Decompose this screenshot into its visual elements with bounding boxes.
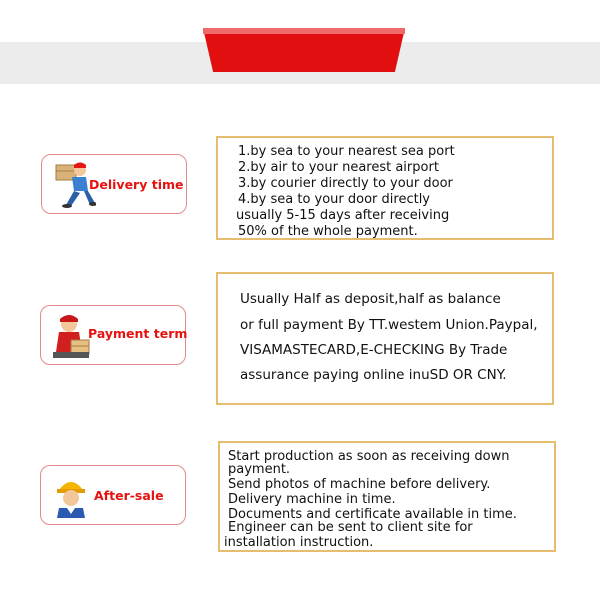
after-sale-label: After-sale [94, 488, 164, 503]
payment-line-4: assurance paying online inuSD OR CNY. [240, 367, 507, 383]
header-red-tab [203, 28, 405, 72]
payment-info-box [216, 272, 554, 405]
delivery-line-2: 2.by air to your nearest airport [238, 160, 439, 175]
after-sale-line-6: Engineer can be sent to client site for [228, 520, 473, 535]
header-red-tab-highlight [203, 28, 405, 34]
after-sale-line-3: Send photos of machine before delivery. [228, 477, 491, 492]
delivery-line-3: 3.by courier directly to your door [238, 176, 453, 191]
payment-term-label-box [40, 305, 186, 365]
after-sale-line-1: Start production as soon as receiving down [228, 449, 510, 464]
payment-line-3: VISAMASTECARD,E-CHECKING By Trade [240, 342, 508, 358]
payment-term-label: Payment term [88, 326, 188, 341]
after-sale-line-2: payment. [228, 462, 291, 477]
delivery-info-box [216, 136, 554, 240]
delivery-line-5: usually 5-15 days after receiving [236, 208, 450, 223]
after-sale-info-box [218, 441, 556, 552]
engineer-icon [49, 472, 95, 520]
payment-line-2: or full payment By TT.westem Union.Paypal, [240, 317, 538, 333]
delivery-line-4: 4.by sea to your door directly [238, 192, 431, 207]
after-sale-label-box [40, 465, 186, 525]
after-sale-line-5: Documents and certificate available in time. [228, 507, 517, 522]
after-sale-line-7: installation instruction. [224, 535, 374, 550]
delivery-time-label: Delivery time [89, 177, 184, 192]
delivery-line-6: 50% of the whole payment. [238, 224, 418, 239]
after-sale-line-4: Delivery machine in time. [228, 492, 396, 507]
delivery-time-label-box [41, 154, 187, 214]
delivery-line-1: 1.by sea to your nearest sea port [238, 144, 455, 159]
payment-line-1: Usually Half as deposit,half as balance [240, 291, 501, 307]
